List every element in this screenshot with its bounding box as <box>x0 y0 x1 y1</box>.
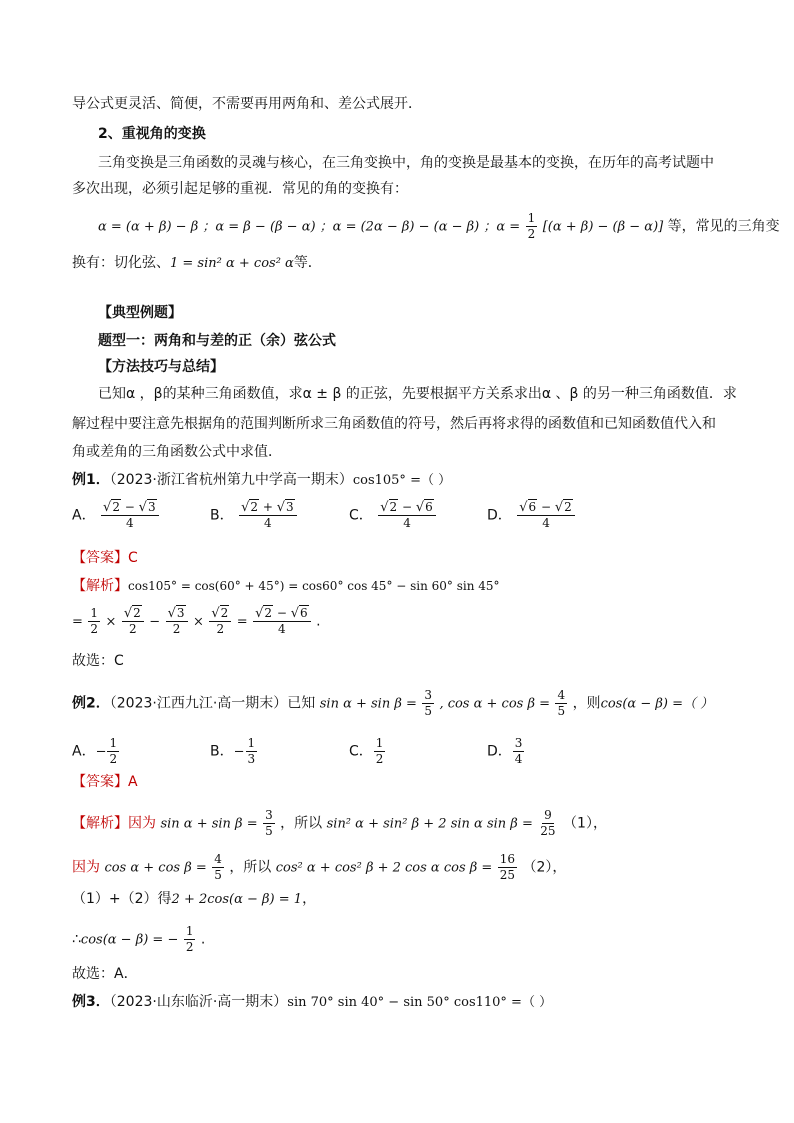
example-2-option-b: B．− $\frac{1}{3}$ <box>210 736 256 766</box>
section-heading-angle-transform: 2、重视角的变换 <box>98 126 206 142</box>
intro-line: 导公式更灵活、简便，不需要再用两角和、差公式展开． <box>72 96 422 112</box>
typical-examples-heading: 【典型例题】 <box>98 305 182 321</box>
method-heading: 【方法技巧与总结】 <box>98 359 224 375</box>
example-2-question: 例2．（2023·江西九江·高一期末）已知 sin α + sin β = $\frac{3}{5}$ , cos α + cos β = $\frac{4}{5}$ ，则cos(α − β) =（ ） <box>72 688 714 718</box>
example-1-option-d: D． $\frac{√6 - √2}{4}$ <box>487 500 576 531</box>
example-3-question: 例3．（2023·山东临沂·高一期末）sin 70° sin 40° − sin 50° cos110° =（ ） <box>72 994 553 1010</box>
example-2-option-d: D． $\frac{3}{4}$ <box>487 736 523 766</box>
example-1-option-a: A． $\frac{√2 - √3}{4}$ <box>72 500 160 531</box>
formula-math: [(α + β) − (β − α)] <box>542 219 664 235</box>
example-1-option-b: B． $\frac{√2 + √3}{4}$ <box>210 500 298 531</box>
paragraph-line: 三角变换是三角函数的灵魂与核心，在三角变换中，角的变换是最基本的变换，在历年的高考试题中 <box>98 155 714 171</box>
formula-text: 等，常见的三角变 <box>667 218 780 235</box>
example-2-analysis-step4: ∴cos(α − β) = − $\frac{1}{2}$ . <box>72 924 206 954</box>
method-line: 解过程中要注意先根据角的范围判断所求三角函数值的符号，然后再将求得的函数值和已知函数值代入和 <box>72 416 716 432</box>
formula-math: α = (α + β) − β ；α = β − (β − α) ；α = (2α − β) − (α − β) ；α = <box>98 219 521 235</box>
identity-math: 1 = sin² α + cos² α <box>170 256 294 271</box>
example-2-analysis-step2: 因为 cos α + cos β = $\frac{4}{5}$ ，所以 cos² α + cos² β + 2 cos α cos β = $\frac{16}{25}$ （2）， <box>72 852 567 882</box>
method-line: 已知α ，β的某种三角函数值，求α ± β 的正弦，先要根据平方关系求出α 、β 的另一种三角函数值．求 <box>98 386 737 402</box>
example-2-choose: 故选：A． <box>72 966 138 982</box>
angle-transform-formula <box>98 211 780 242</box>
example-2-analysis-step1: 【解析】因为 sin α + sin β = $\frac{3}{5}$ ，所以 sin² α + sin² β + 2 sin α sin β = $\frac{9}{25}$ （1）， <box>72 808 607 838</box>
example-1-answer: 【答案】C <box>72 550 138 566</box>
example-2-option-c: C． $\frac{1}{2}$ <box>349 736 384 766</box>
paragraph-line: 多次出现，必须引起足够的重视．常见的角的变换有： <box>72 181 408 197</box>
example-2-analysis-step3: （1）+（2）得2 + 2cos(α − β) = 1， <box>72 891 317 907</box>
example-1-choose: 故选：C <box>72 653 124 669</box>
example-1-option-c: C． $\frac{√2 - √6}{4}$ <box>349 500 437 531</box>
example-1-analysis: 【解析】cos105° = cos(60° + 45°) = cos60° cos 45° − sin 60° sin 45° <box>72 578 500 594</box>
example-1-analysis-calc: = $\frac{1}{2}$ × $\frac{√2}{2}$ − $\frac{√3}{2}$ × $\frac{√2}{2}$ = $\frac{√2 - √6}{4}$ . <box>72 606 321 636</box>
example-2-answer: 【答案】A <box>72 774 138 790</box>
example-2-option-a: A．− $\frac{1}{2}$ <box>72 736 118 766</box>
type-one-heading: 题型一：两角和与差的正（余）弦公式 <box>98 333 336 349</box>
example-1-question: 例1．（2023·浙江省杭州第九中学高一期末）cos105° =（ ） <box>72 472 452 488</box>
paragraph-line: 换有：切化弦、1 = sin² α + cos² α等． <box>72 255 322 271</box>
method-line: 角或差角的三角函数公式中求值． <box>72 444 282 460</box>
fraction: $\frac{1}{2}$ <box>527 211 536 241</box>
